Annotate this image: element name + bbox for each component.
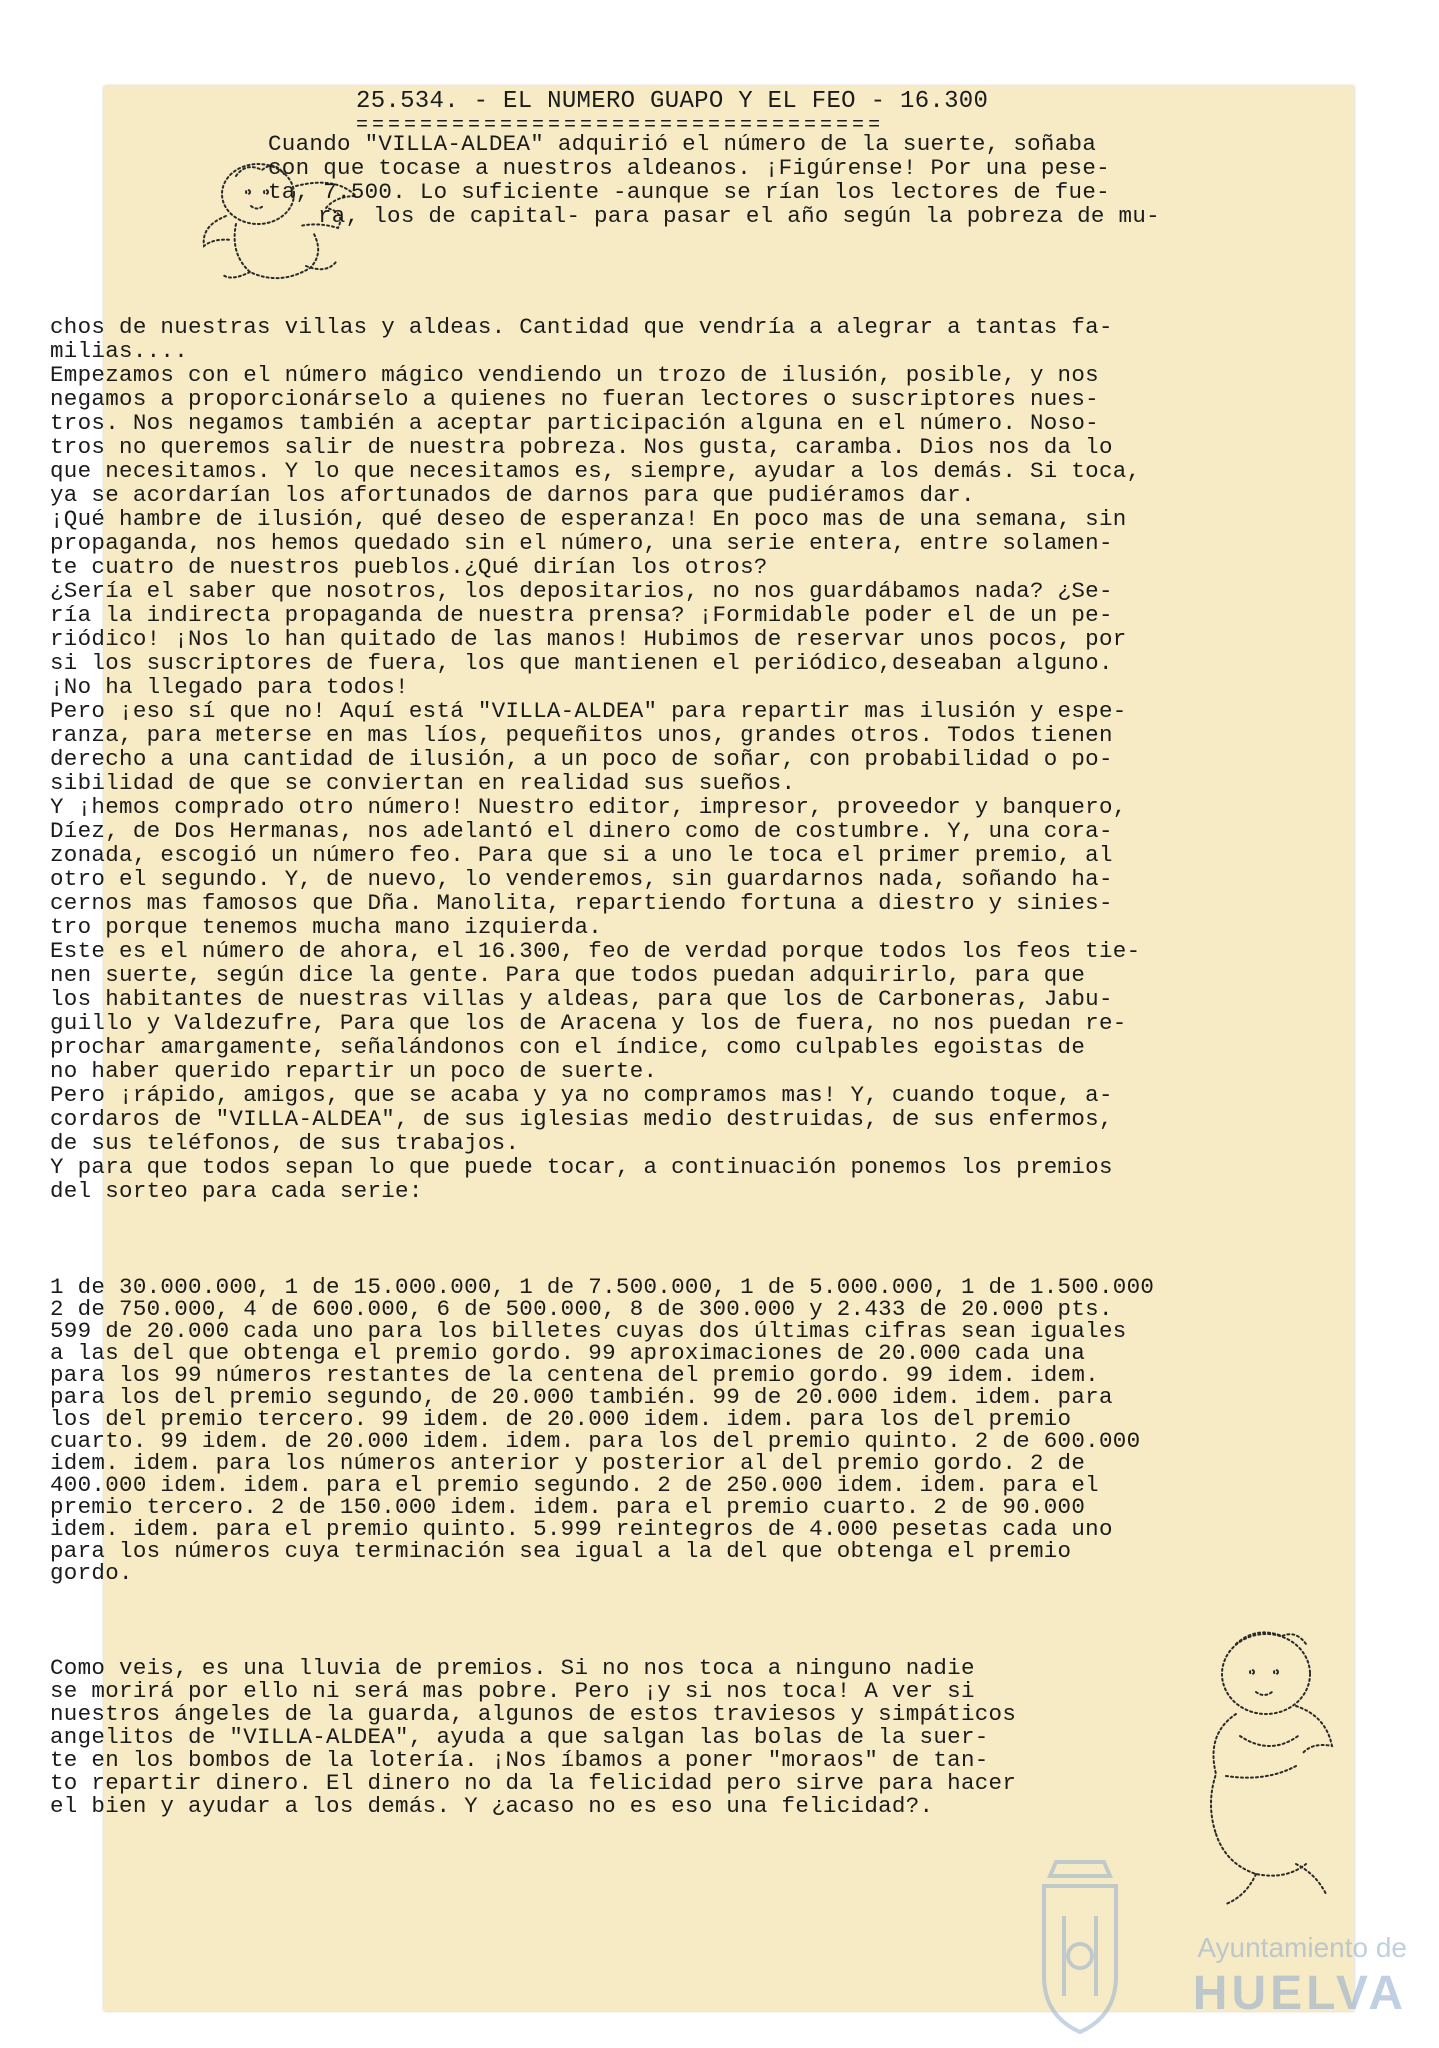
text-line: ¿Sería el saber que nosotros, los depositarios, no nos guardábamos nada? ¿Se- bbox=[50, 578, 1113, 604]
intro-paragraph bbox=[268, 132, 1160, 228]
prize-list bbox=[50, 1196, 1154, 1584]
text-line: los habitantes de nuestras villas y aldeas, para que los de Carboneras, Jabu- bbox=[50, 986, 1113, 1012]
text-line: te cuatro de nuestros pueblos.¿Qué dirían los otros? bbox=[50, 554, 768, 580]
text-line: que necesitamos. Y lo que necesitamos es, siempre, ayudar a los demás. Si toca, bbox=[50, 458, 1141, 484]
text-line: si los suscriptores de fuera, los que mantienen el periódico,deseaban alguno. bbox=[50, 650, 1113, 676]
text-line: Este es el número de ahora, el 16.300, feo de verdad porque todos los feos tie- bbox=[50, 938, 1141, 964]
text-line: Y para que todos sepan lo que puede tocar, a continuación ponemos los premios bbox=[50, 1154, 1113, 1180]
text-line: propaganda, nos hemos quedado sin el número, una serie entera, entre solamen- bbox=[50, 530, 1113, 556]
text-line: no haber querido repartir un poco de suerte. bbox=[50, 1058, 658, 1084]
text-line: Empezamos con el número mágico vendiendo un trozo de ilusión, posible, y nos bbox=[50, 362, 1099, 388]
text-line: Como veis, es una lluvia de premios. Si no nos toca a ninguno nadie bbox=[50, 1655, 975, 1681]
text-line: riódico! ¡Nos lo han quitado de las manos! Hubimos de reservar unos pocos, por bbox=[50, 626, 1127, 652]
text-line: angelitos de "VILLA-ALDEA", ayuda a que salgan las bolas de la suer- bbox=[50, 1724, 989, 1750]
text-line: del sorteo para cada serie: bbox=[50, 1178, 423, 1204]
text-line: prochar amargamente, señalándonos con el índice, como culpables egoistas de bbox=[50, 1034, 1086, 1060]
text-line: para los 99 números restantes de la centena del premio gordo. 99 idem. idem. bbox=[50, 1362, 1099, 1388]
text-line: Pero ¡eso sí que no! Aquí está "VILLA-ALDEA" para repartir mas ilusión y espe- bbox=[50, 698, 1127, 724]
text-line: tros. Nos negamos también a aceptar participación alguna en el número. Noso- bbox=[50, 410, 1099, 436]
text-line: ya se acordarían los afortunados de darnos para que pudiéramos dar. bbox=[50, 482, 975, 508]
text-line: te en los bombos de la lotería. ¡Nos íbamos a poner "moraos" de tan- bbox=[50, 1747, 989, 1773]
text-line: el bien y ayudar a los demás. Y ¿acaso no es eso una felicidad?. bbox=[50, 1793, 934, 1819]
text-line: Y ¡hemos comprado otro número! Nuestro editor, impresor, proveedor y banquero, bbox=[50, 794, 1127, 820]
text-line: ranza, para meterse en mas líos, pequeñitos unos, grandes otros. Todos tienen bbox=[50, 722, 1113, 748]
text-line: tros no queremos salir de nuestra pobreza. Nos gusta, caramba. Dios nos da lo bbox=[50, 434, 1113, 460]
text-line: idem. idem. para el premio quinto. 5.999 reintegros de 4.000 pesetas cada uno bbox=[50, 1516, 1113, 1542]
text-line: 1 de 30.000.000, 1 de 15.000.000, 1 de 7.500.000, 1 de 5.000.000, 1 de 1.500.000 bbox=[50, 1274, 1155, 1300]
text-line: nuestros ángeles de la guarda, algunos de estos traviesos y simpáticos bbox=[50, 1701, 1017, 1727]
document-title: 25.534. - EL NUMERO GUAPO Y EL FEO - 16.300 bbox=[356, 88, 989, 115]
title-underline: ================================= bbox=[356, 114, 885, 137]
text-line: milias.... bbox=[50, 338, 189, 364]
text-line: ría la indirecta propaganda de nuestra prensa? ¡Formidable poder el de un pe- bbox=[50, 602, 1113, 628]
text-line: tro porque tenemos mucha mano izquierda. bbox=[50, 914, 603, 940]
text-line: con que tocase a nuestros aldeanos. ¡Figúrense! Por una pese- bbox=[268, 155, 1110, 181]
text-line: se morirá por ello ni será mas pobre. Pero ¡y si nos toca! A ver si bbox=[50, 1678, 975, 1704]
text-line: ta, 7.500. Lo suficiente -aunque se rían los lectores de fue- bbox=[268, 179, 1110, 205]
text-line: negamos a proporcionárselo a quienes no fueran lectores o suscriptores nues- bbox=[50, 386, 1099, 412]
closing-paragraph bbox=[50, 1573, 1016, 1818]
text-line: para los números cuya terminación sea igual a la del que obtenga el premio bbox=[50, 1538, 1072, 1564]
text-line: a las del que obtenga el premio gordo. 99 aproximaciones de 20.000 cada una bbox=[50, 1340, 1086, 1366]
text-line: sibilidad de que se conviertan en realidad sus sueños. bbox=[50, 770, 796, 796]
text-line: nen suerte, según dice la gente. Para que todos puedan adquirirlo, para que bbox=[50, 962, 1086, 988]
huelva-coat-of-arms-icon bbox=[1030, 1856, 1130, 2046]
cherub-right-icon bbox=[1196, 1626, 1346, 1916]
text-line: zonada, escogió un número feo. Para que si a uno le toca el primer premio, al bbox=[50, 842, 1113, 868]
text-line: ¡No ha llegado para todos! bbox=[50, 674, 409, 700]
watermark-line-1: Ayuntamiento de bbox=[1197, 1932, 1407, 1963]
body-text bbox=[50, 291, 1140, 1203]
text-line: ra, los de capital- para pasar el año según la pobreza de mu- bbox=[318, 203, 1160, 229]
text-line: idem. idem. para los números anterior y posterior al del premio gordo. 2 de bbox=[50, 1450, 1086, 1476]
text-line: otro el segundo. Y, de nuevo, lo venderemos, sin guardarnos nada, soñando ha- bbox=[50, 866, 1113, 892]
text-line: gordo. bbox=[50, 1560, 133, 1586]
text-line: Díez, de Dos Hermanas, nos adelantó el dinero como de costumbre. Y, una cora- bbox=[50, 818, 1113, 844]
text-line: ¡Qué hambre de ilusión, qué deseo de esperanza! En poco mas de una semana, sin bbox=[50, 506, 1127, 532]
text-line: premio tercero. 2 de 150.000 idem. idem. para el premio cuarto. 2 de 90.000 bbox=[50, 1494, 1086, 1520]
text-line: para los del premio segundo, de 20.000 también. 99 de 20.000 idem. idem. para bbox=[50, 1384, 1113, 1410]
text-line: cernos mas famosos que Dña. Manolita, repartiendo fortuna a diestro y sinies- bbox=[50, 890, 1113, 916]
text-line: guillo y Valdezufre, Para que los de Aracena y los de fuera, no nos puedan re- bbox=[50, 1010, 1127, 1036]
text-line: to repartir dinero. El dinero no da la felicidad pero sirve para hacer bbox=[50, 1770, 1017, 1796]
text-line: 2 de 750.000, 4 de 600.000, 6 de 500.000, 8 de 300.000 y 2.433 de 20.000 pts. bbox=[50, 1296, 1113, 1322]
text-line: Cuando "VILLA-ALDEA" adquirió el número de la suerte, soñaba bbox=[268, 131, 1097, 157]
text-line: derecho a una cantidad de ilusión, a un poco de soñar, con probabilidad o po- bbox=[50, 746, 1113, 772]
text-line: chos de nuestras villas y aldeas. Cantidad que vendría a alegrar a tantas fa- bbox=[50, 314, 1113, 340]
watermark-line-2: HUELVA bbox=[1192, 1967, 1407, 2020]
text-line: los del premio tercero. 99 idem. de 20.000 idem. idem. para los del premio bbox=[50, 1406, 1072, 1432]
text-line: de sus teléfonos, de sus trabajos. bbox=[50, 1130, 520, 1156]
text-line: 599 de 20.000 cada uno para los billetes cuyas dos últimas cifras sean iguales bbox=[50, 1318, 1127, 1344]
text-line: cordaros de "VILLA-ALDEA", de sus iglesias medio destruidas, de sus enfermos, bbox=[50, 1106, 1113, 1132]
text-line: 400.000 idem. idem. para el premio segundo. 2 de 250.000 idem. idem. para el bbox=[50, 1472, 1099, 1498]
text-line: cuarto. 99 idem. de 20.000 idem. idem. para los del premio quinto. 2 de 600.000 bbox=[50, 1428, 1141, 1454]
text-line: Pero ¡rápido, amigos, que se acaba y ya no compramos mas! Y, cuando toque, a- bbox=[50, 1082, 1113, 1108]
